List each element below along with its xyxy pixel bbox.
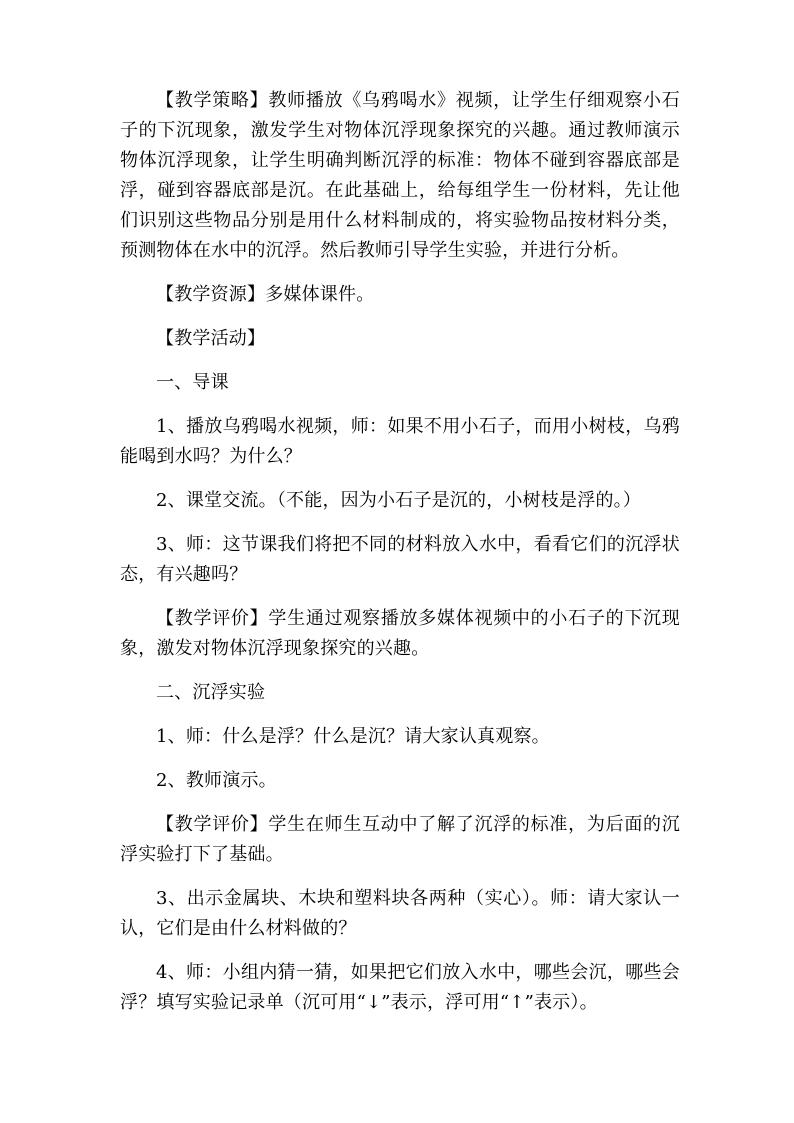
- paragraph-experiment-step-2: 2、教师演示。: [156, 770, 277, 791]
- paragraph-teaching-evaluation-2: 【教学评价】学生在师生互动中了解了沉浮的标准，为后面的沉浮实验打下了基础。: [120, 814, 680, 865]
- paragraph-teaching-strategy: 【教学策略】教师播放《乌鸦喝水》视频，让学生仔细观察小石子的下沉现象，激发学生对物体沉浮现象探究的兴趣。通过教师演示物体沉浮现象，让学生明确判断沉浮的标准：物体不碰到容器底部是浮，碰到容器底部是沉。在此基础上，给每组学生一份材料，先让他们识别这些物品分别是用什么材料制成的，将实验物品按材料分类，预测物体在水中的沉浮。然后教师引导学生实验，并进行分析。: [120, 90, 680, 261]
- section-heading-introduction: 一、导课: [156, 372, 229, 393]
- paragraph-intro-step-2: 2、课堂交流。（不能，因为小石子是沉的，小树枝是浮的。）: [156, 490, 642, 511]
- paragraph-experiment-step-4: 4、师：小组内猜一猜，如果把它们放入水中，哪些会沉，哪些会浮？填写实验记录单（沉可用“↓”表示，浮可用“↑”表示）。: [120, 962, 680, 1013]
- section-heading-float-sink-experiment: 二、沉浮实验: [156, 682, 266, 703]
- paragraph-teaching-evaluation-1: 【教学评价】学生通过观察播放多媒体视频中的小石子的下沉现象，激发对物体沉浮现象探究的兴趣。: [120, 608, 680, 659]
- paragraph-intro-step-1: 1、播放乌鸦喝水视频，师：如果不用小石子，而用小树枝，乌鸦能喝到水吗？为什么？: [120, 416, 680, 467]
- document-body: [120, 86, 680, 1032]
- paragraph-intro-step-3: 3、师：这节课我们将把不同的材料放入水中，看看它们的沉浮状态，有兴趣吗？: [120, 534, 680, 585]
- paragraph-teaching-resources: 【教学资源】多媒体课件。: [156, 284, 375, 305]
- paragraph-experiment-step-3: 3、出示金属块、木块和塑料块各两种（实心）。师：请大家认一认，它们是由什么材料做的？: [120, 888, 680, 939]
- paragraph-experiment-step-1: 1、师：什么是浮？什么是沉？请大家认真观察。: [156, 726, 550, 747]
- paragraph-teaching-activities-heading: 【教学活动】: [156, 328, 266, 349]
